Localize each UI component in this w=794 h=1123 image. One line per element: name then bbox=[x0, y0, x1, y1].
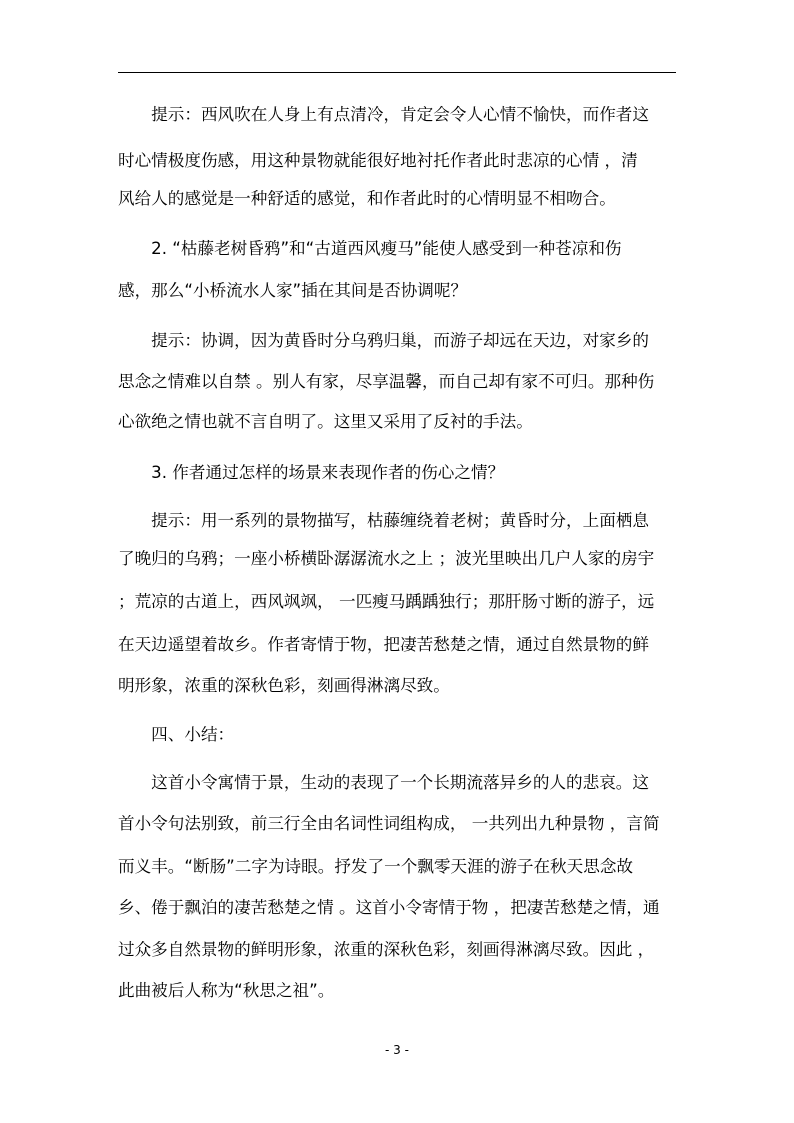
text-line: 风给人的感觉是一种舒适的感觉，和作者此时的心情明显不相吻合。 bbox=[118, 189, 616, 208]
section-heading: 四、小结： bbox=[118, 725, 235, 744]
text-line: 3. 作者通过怎样的场景来表现作者的伤心之情？ bbox=[118, 463, 505, 482]
page-number: - 3 - bbox=[385, 1043, 409, 1057]
header-rule bbox=[118, 72, 676, 73]
text-line: 2. “枯藤老树昏鸦”和“古道西风瘦马”能使人感受到一种苍凉和伤 bbox=[118, 239, 622, 258]
text-line: ；荒凉的古道上，西风飒飒， 一匹瘦马踽踽独行；那肝肠寸断的游子，远 bbox=[118, 592, 655, 611]
text-line: 思念之情难以自禁 。别人有家，尽享温馨，而自己却有家不可归。那种伤 bbox=[118, 372, 655, 391]
text-line: 首小令句法别致，前三行全由名词性词组构成， 一共列出九种景物 ，言简 bbox=[118, 814, 660, 833]
text-line: 此曲被后人称为“秋思之祖”。 bbox=[118, 981, 335, 1000]
text-line: 这首小令寓情于景，生动的表现了一个长期流落异乡的人的悲哀。这 bbox=[118, 773, 649, 792]
text-line: 在天边遥望着故乡。作者寄情于物，把凄苦愁楚之情，通过自然景物的鲜 bbox=[118, 635, 649, 654]
text-line: 过众多自然景物的鲜明形象，浓重的深秋色彩，刻画得淋漓尽致。因此 ， bbox=[118, 940, 655, 959]
text-line: 时心情极度伤感，用这种景物就能很好地衬托作者此时悲凉的心情 ，清 bbox=[118, 151, 638, 170]
text-line: 感，那么“小桥流水人家”插在其间是否协调呢？ bbox=[118, 281, 468, 300]
text-line: 而义丰。“断肠”二字为诗眼。抒发了一个飘零天涯的游子在秋天思念故 bbox=[118, 857, 634, 876]
text-line: 提示：协调，因为黄昏时分乌鸦归巢，而游子却远在天边，对家乡的 bbox=[118, 331, 649, 350]
text-line: 了晚归的乌鸦；一座小桥横卧潺潺流水之上 ；波光里映出几户人家的房宇 bbox=[118, 549, 655, 568]
text-line: 乡、倦于飘泊的凄苦愁楚之情 。这首小令寄情于物 ，把凄苦愁楚之情，通 bbox=[118, 898, 660, 917]
text-line: 提示：用一系列的景物描写，枯藤缠绕着老树；黄昏时分，上面栖息 bbox=[118, 511, 649, 530]
text-line: 提示：西风吹在人身上有点清冷，肯定会令人心情不愉快，而作者这 bbox=[118, 105, 649, 124]
text-line: 明形象，浓重的深秋色彩，刻画得淋漓尽致。 bbox=[118, 676, 450, 695]
text-line: 心欲绝之情也就不言自明了。这里又采用了反衬的手法。 bbox=[118, 412, 533, 431]
